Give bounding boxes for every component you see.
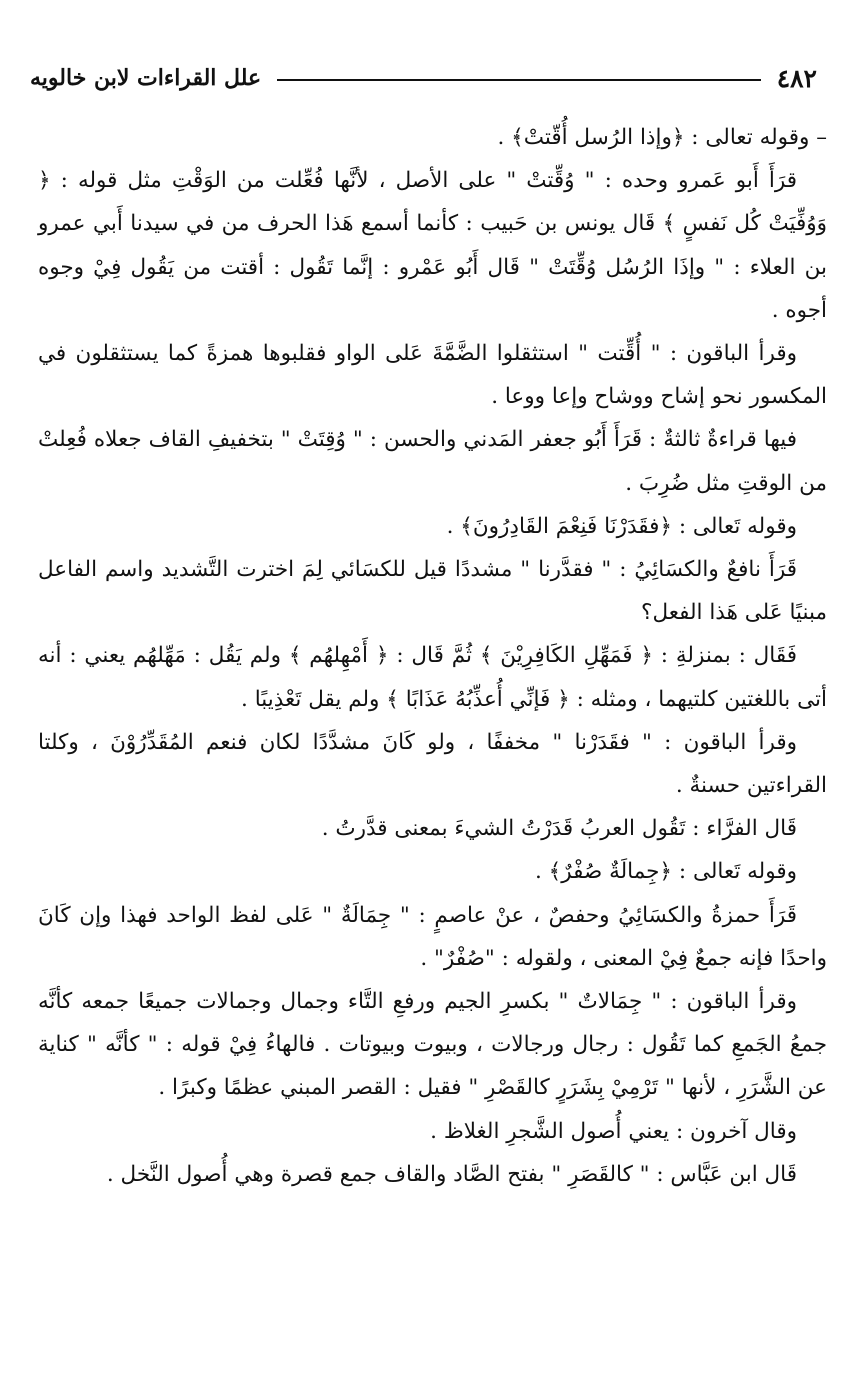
paragraph: فيها قراءةٌ ثالثةٌ : قَرَأَ أَبُو جعفر المَدني والحسن : " وُقِتَتْ " بتخفيفِ القاف جعلاه فُعِلتْ من الوقتِ مثل ضُرِبَ . <box>38 427 827 496</box>
paragraph: فَقَال : بمنزلةِ : ﴿ فَمَهِّلِ الكَافِرِيْنَ ﴾ ثُمَّ قَال : ﴿ أَمْهِلهُم ﴾ ولم يَقُل : مَهِّلهُم يعني : أنه أتى باللغتين كلتيهما ، ومثله : ﴿ فَإنِّي أُعذِّبُهُ عَذَابًا ﴾ ولم يقل تَعْذِيبًا . <box>38 643 827 712</box>
paragraph: – وقوله تعالى : ﴿وإذا الرُسل أُقّتتْ﴾ . <box>497 125 827 150</box>
paragraph: قَال الفرَّاء : تَقُول العربُ قَدَرْتُ الشيءَ بمعنى قدَّرتُ . <box>321 816 797 842</box>
header-rule <box>277 79 761 81</box>
paragraph: وقوله تَعالى : ﴿جِمالَةٌ صُفْرٌ﴾ . <box>534 859 797 885</box>
body-text <box>38 116 827 1196</box>
paragraph: وقرأ الباقون : " فقَدَرْنا " مخففًا ، ولو كَانَ مشدَّدًا لكان فنعم المُقَدِّرُوْنَ ، وكلتا القراءتين حسنةٌ . <box>38 729 827 799</box>
page-header <box>30 58 817 98</box>
paragraph: قرَأَ أَبو عَمرو وحده : " وُقِّتتْ " على الأصل ، لأنَّها فُعِّلت من الوَقْتِ مثل قوله : ﴿ وَوُفِّيَتْ كُل نَفسٍ ﴾ قَال يونس بن حَبيب : كأنما أسمع هَذا الحرف من في سيدنا أَبي عمرو بن العلاء : " وإذَا الرُسُل وُقِّتَتْ " قَال أَبُو عَمْرو : إنَّما تَقُول : أقتت من يَقُول فِيْ وجوه أجوه . <box>38 168 827 323</box>
page-number: ٤٨٢ <box>776 63 817 93</box>
book-title: علل القراءات لابن خالويه <box>30 65 262 91</box>
paragraph: قَرَأَ نافعٌ والكسَائِيُ : " فقدَّرنا " مشددًا قيل للكسَائي لِمَ اخترت التَّشديد واسم الفاعل مبنيًا عَلى هَذا الفعل؟ <box>38 557 827 626</box>
paragraph: قَرَأَ حمزةُ والكسَائِيُ وحفصٌ ، عنْ عاصمٍ : " جِمَالَةٌ " عَلى لفظ الواحد فهذا وإن كَانَ واحدًا فإنه جمعٌ فِيْ المعنى ، ولقوله : "صُفْرٌ" . <box>38 902 827 971</box>
paragraph: وقرأ الباقون : " جِمَالاتٌ " بكسرِ الجيم ورفعِ التَّاء وجمال وجمالات جميعًا جمعه كأنَّه جمعُ الجَمعِ كما تَقُول : رجال ورجالات ، وبيوت وبيوتات . فالهاءُ فِيْ قوله : " كأنَّه " كناية عن الشَّرَرِ ، لأنها " تَرْمِيْ بِشَرَرٍ كالقَصْرِ " فقيل : القصر المبني عظمًا وكبرًا . <box>38 989 827 1101</box>
paragraph: قَال ابن عَبَّاس : " كالقَصَرِ " بفتح الصَّاد والقاف جمع قصرة وهي أُصول النَّخل . <box>106 1161 797 1187</box>
paragraph: وقوله تَعالى : ﴿فقَدَرْنَا فَنِعْمَ القَادِرُونَ﴾ . <box>446 513 797 539</box>
paragraph: وقرأ الباقون : " أُقِّتت " استثقلوا الضَّمَّةَ عَلى الواو فقلبوها همزةً كما يستثقلون في المكسور نحو إشاح ووشاح وإعا ووعا . <box>38 341 827 410</box>
paragraph: وقال آخرون : يعني أُصول الشَّجرِ الغلاظ . <box>430 1118 797 1144</box>
